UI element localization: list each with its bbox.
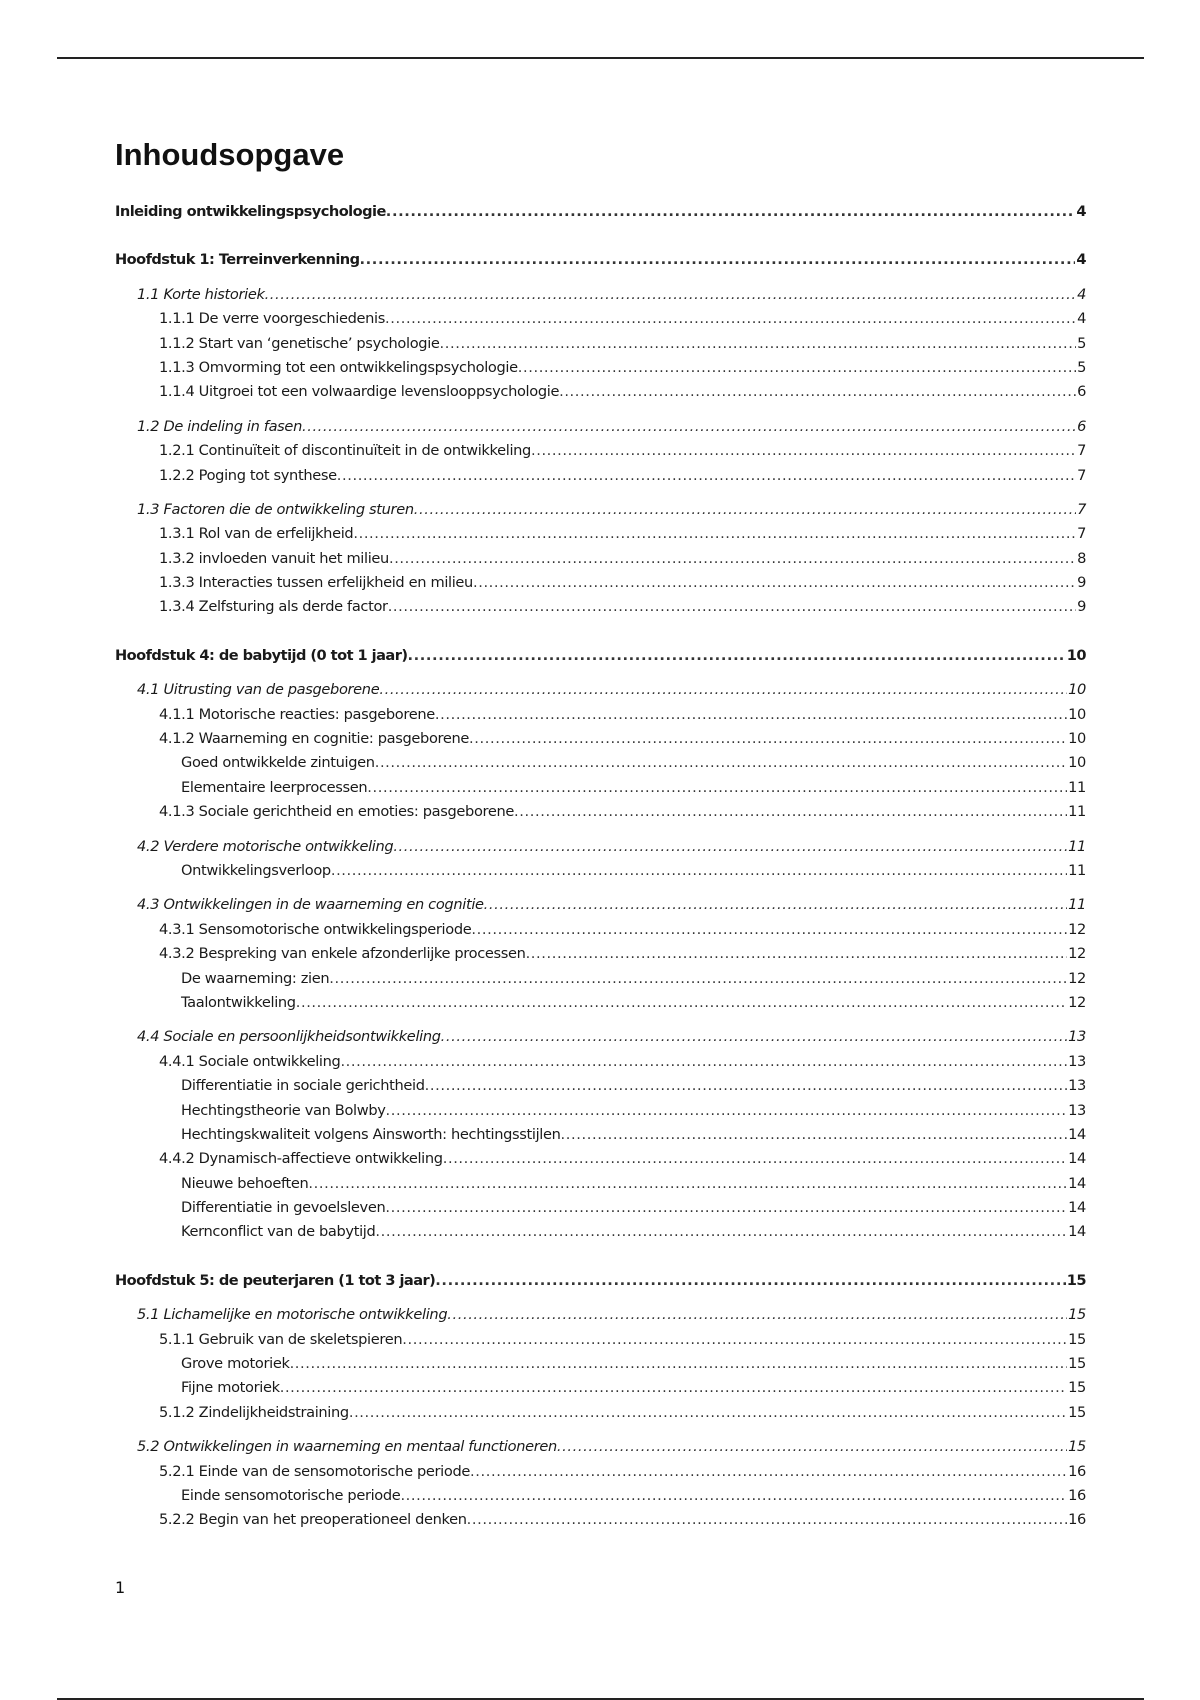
toc-entry-page: 4 <box>1077 310 1086 328</box>
toc-entry-page: 4 <box>1076 251 1086 269</box>
toc-entry[interactable] <box>115 1099 1086 1123</box>
table-of-contents <box>115 200 1086 1533</box>
toc-entry-page: 4 <box>1077 285 1086 303</box>
toc-entry[interactable] <box>115 1196 1086 1220</box>
toc-entry[interactable] <box>115 307 1086 331</box>
toc-entry-page: 15 <box>1068 1379 1086 1397</box>
toc-entry-page: 11 <box>1068 803 1086 821</box>
toc-entry-label: Einde sensomotorische periode <box>181 1486 401 1504</box>
dot-leader <box>353 522 1076 546</box>
toc-entry[interactable] <box>115 678 1086 702</box>
toc-entry-label: 4.4.1 Sociale ontwikkeling <box>159 1052 341 1070</box>
toc-entry[interactable] <box>115 1435 1086 1459</box>
toc-entry[interactable] <box>115 644 1086 668</box>
toc-entry-page: 12 <box>1068 993 1086 1011</box>
dot-leader <box>367 776 1067 800</box>
toc-entry[interactable] <box>115 859 1086 883</box>
toc-entry-label: Hoofdstuk 4: de babytijd (0 tot 1 jaar) <box>115 646 408 664</box>
toc-entry[interactable] <box>115 703 1086 727</box>
dot-leader <box>296 991 1067 1015</box>
toc-entry-label: 5.2 Ontwikkelingen in waarneming en mentaal functioneren <box>137 1438 557 1456</box>
toc-entry[interactable] <box>115 727 1086 751</box>
toc-entry-page: 12 <box>1068 920 1086 938</box>
toc-entry-page: 15 <box>1066 1271 1086 1289</box>
toc-entry-label: 1.2.2 Poging tot synthese <box>159 466 337 484</box>
toc-entry[interactable] <box>115 498 1086 522</box>
toc-entry[interactable] <box>115 439 1086 463</box>
toc-entry-label: 1.3.3 Interacties tussen erfelijkheid en milieu <box>159 574 473 592</box>
toc-entry-page: 8 <box>1077 549 1086 567</box>
toc-entry[interactable] <box>115 1508 1086 1532</box>
toc-entry[interactable] <box>115 776 1086 800</box>
dot-leader <box>407 644 1065 668</box>
dot-leader <box>389 547 1076 571</box>
dot-leader <box>425 1074 1068 1098</box>
toc-entry[interactable] <box>115 991 1086 1015</box>
toc-entry[interactable] <box>115 547 1086 571</box>
toc-entry-label: 1.2 De indeling in fasen <box>137 417 302 435</box>
toc-entry[interactable] <box>115 380 1086 404</box>
toc-entry-page: 11 <box>1068 896 1086 914</box>
toc-entry-page: 11 <box>1068 778 1086 796</box>
toc-entry-page: 10 <box>1068 681 1086 699</box>
dot-leader <box>329 967 1067 991</box>
toc-entry-label: Elementaire leerprocessen <box>181 778 368 796</box>
toc-entry-page: 5 <box>1077 334 1086 352</box>
toc-entry[interactable] <box>115 1025 1086 1049</box>
toc-entry[interactable] <box>115 1050 1086 1074</box>
dot-leader <box>514 800 1067 824</box>
toc-entry-page: 7 <box>1077 466 1086 484</box>
toc-entry-label: Differentiatie in sociale gerichtheid <box>181 1077 425 1095</box>
toc-entry-page: 15 <box>1068 1306 1086 1324</box>
toc-entry[interactable] <box>115 332 1086 356</box>
toc-entry-label: Grove motoriek <box>181 1355 290 1373</box>
toc-entry-label: 1.1.2 Start van ‘genetische’ psychologie <box>159 334 440 352</box>
toc-entry-label: 4.3 Ontwikkelingen in de waarneming en cognitie <box>137 896 484 914</box>
dot-leader <box>385 307 1076 331</box>
dot-leader <box>435 703 1067 727</box>
toc-entry-page: 15 <box>1068 1403 1086 1421</box>
dot-leader <box>331 859 1067 883</box>
toc-entry-page: 6 <box>1077 417 1086 435</box>
dot-leader <box>280 1376 1067 1400</box>
toc-entry-page: 10 <box>1068 754 1086 772</box>
toc-entry-label: Fijne motoriek <box>181 1379 280 1397</box>
toc-entry[interactable] <box>115 595 1086 619</box>
dot-leader <box>375 751 1067 775</box>
toc-entry-page: 14 <box>1068 1125 1086 1143</box>
toc-entry[interactable] <box>115 248 1086 272</box>
toc-entry[interactable] <box>115 800 1086 824</box>
toc-entry[interactable] <box>115 283 1086 307</box>
toc-entry-label: 4.3.2 Bespreking van enkele afzonderlijke processen <box>159 945 526 963</box>
toc-entry-page: 14 <box>1068 1199 1086 1217</box>
dot-leader <box>435 1269 1066 1293</box>
toc-entry-label: 5.1.1 Gebruik van de skeletspieren <box>159 1330 403 1348</box>
toc-entry-page: 11 <box>1068 837 1086 855</box>
toc-entry-label: Hoofdstuk 1: Terreinverkenning <box>115 251 360 269</box>
dot-leader <box>561 1123 1068 1147</box>
toc-entry-page: 15 <box>1068 1438 1086 1456</box>
toc-entry-page: 7 <box>1077 525 1086 543</box>
toc-entry-label: 4.4.2 Dynamisch-affectieve ontwikkeling <box>159 1150 443 1168</box>
toc-entry-page: 6 <box>1077 383 1086 401</box>
toc-entry-page: 5 <box>1077 358 1086 376</box>
toc-entry-label: 1.1.3 Omvorming tot een ontwikkelingspsychologie <box>159 358 518 376</box>
toc-entry-label: 4.1.2 Waarneming en cognitie: pasgeborene <box>159 730 470 748</box>
toc-entry-page: 4 <box>1076 203 1086 220</box>
toc-entry-label: Taalontwikkeling <box>181 993 296 1011</box>
dot-leader <box>414 498 1076 522</box>
dot-leader <box>349 1401 1067 1425</box>
toc-entry-label: 1.1 Korte historiek <box>137 285 265 303</box>
toc-entry-label: 4.1 Uitrusting van de pasgeborene <box>137 681 380 699</box>
dot-leader <box>400 1484 1067 1508</box>
toc-entry-label: 4.2 Verdere motorische ontwikkeling <box>137 837 394 855</box>
toc-entry-label: 1.3.1 Rol van de erfelijkheid <box>159 525 354 543</box>
toc-entry-page: 12 <box>1068 945 1086 963</box>
toc-entry-label: 5.2.2 Begin van het preoperationeel denken <box>159 1511 467 1529</box>
toc-entry[interactable] <box>115 1220 1086 1244</box>
page-number: 1 <box>115 1578 126 1597</box>
dot-leader <box>526 942 1068 966</box>
toc-entry-label: Kernconflict van de babytijd <box>181 1223 376 1241</box>
toc-entry-label: Differentiatie in gevoelsleven <box>181 1199 386 1217</box>
toc-entry[interactable] <box>115 942 1086 966</box>
toc-entry-label: 1.3 Factoren die de ontwikkeling sturen <box>137 500 414 518</box>
toc-entry-page: 14 <box>1068 1150 1086 1168</box>
toc-entry[interactable] <box>115 1303 1086 1327</box>
dot-leader <box>447 1303 1067 1327</box>
toc-entry[interactable] <box>115 893 1086 917</box>
toc-entry[interactable] <box>115 1352 1086 1376</box>
toc-entry[interactable] <box>115 522 1086 546</box>
toc-entry-label: 1.2.1 Continuïteit of discontinuïteit in de ontwikkeling <box>159 442 531 460</box>
toc-entry-page: 13 <box>1068 1101 1086 1119</box>
dot-leader <box>402 1328 1067 1352</box>
toc-entry-page: 9 <box>1077 574 1086 592</box>
dot-leader <box>302 415 1076 439</box>
toc-entry-label: Hoofdstuk 5: de peuterjaren (1 tot 3 jaar) <box>115 1271 436 1289</box>
dot-leader <box>379 678 1067 702</box>
dot-leader <box>393 835 1067 859</box>
toc-entry-label: 4.1.1 Motorische reacties: pasgeborene <box>159 705 435 723</box>
toc-entry[interactable] <box>115 1123 1086 1147</box>
toc-entry-page: 13 <box>1068 1028 1086 1046</box>
toc-entry[interactable] <box>115 835 1086 859</box>
toc-entry-page: 9 <box>1077 598 1086 616</box>
toc-entry-page: 10 <box>1068 705 1086 723</box>
dot-leader <box>518 356 1076 380</box>
toc-entry-label: Inleiding ontwikkelingspsychologie <box>115 203 386 220</box>
toc-entry-label: 1.3.2 invloeden vanuit het milieu <box>159 549 389 567</box>
toc-entry-page: 16 <box>1068 1462 1086 1480</box>
toc-entry-label: Hechtingstheorie van Bolwby <box>181 1101 386 1119</box>
toc-entry-label: 1.1.1 De verre voorgeschiedenis <box>159 310 385 328</box>
toc-entry-page: 13 <box>1068 1077 1086 1095</box>
toc-entry-page: 7 <box>1077 442 1086 460</box>
toc-entry-label: Goed ontwikkelde zintuigen <box>181 754 375 772</box>
toc-entry-page: 15 <box>1068 1355 1086 1373</box>
toc-entry-page: 16 <box>1068 1511 1086 1529</box>
toc-entry-label: Nieuwe behoeften <box>181 1174 309 1192</box>
toc-entry-page: 14 <box>1068 1223 1086 1241</box>
dot-leader <box>557 1435 1067 1459</box>
dot-leader <box>440 332 1077 356</box>
toc-entry[interactable] <box>115 1328 1086 1352</box>
toc-entry-label: 4.4 Sociale en persoonlijkheidsontwikkeling <box>137 1028 441 1046</box>
dot-leader <box>470 1460 1067 1484</box>
dot-leader <box>471 918 1067 942</box>
toc-entry-page: 10 <box>1068 730 1086 748</box>
dot-leader <box>388 595 1076 619</box>
dot-leader <box>375 1220 1067 1244</box>
toc-entry-label: De waarneming: zien <box>181 969 330 987</box>
dot-leader <box>290 1352 1068 1376</box>
toc-entry[interactable] <box>115 751 1086 775</box>
toc-entry[interactable] <box>115 1074 1086 1098</box>
dot-leader <box>473 571 1076 595</box>
dot-leader <box>469 727 1067 751</box>
dot-leader <box>531 439 1076 463</box>
toc-entry[interactable] <box>115 200 1086 224</box>
dot-leader <box>360 248 1076 272</box>
toc-entry-label: 4.1.3 Sociale gerichtheid en emoties: pasgeborene <box>159 803 515 821</box>
dot-leader <box>385 1196 1067 1220</box>
toc-entry-page: 16 <box>1068 1486 1086 1504</box>
dot-leader <box>340 1050 1067 1074</box>
toc-entry-label: Hechtingskwaliteit volgens Ainsworth: hechtingsstijlen <box>181 1125 561 1143</box>
toc-entry-page: 15 <box>1068 1330 1086 1348</box>
toc-entry-page: 14 <box>1068 1174 1086 1192</box>
dot-leader <box>308 1172 1067 1196</box>
toc-entry-label: 5.1 Lichamelijke en motorische ontwikkeling <box>137 1306 448 1324</box>
dot-leader <box>386 200 1076 224</box>
toc-entry-label: 5.2.1 Einde van de sensomotorische periode <box>159 1462 471 1480</box>
dot-leader <box>467 1508 1068 1532</box>
toc-entry[interactable] <box>115 464 1086 488</box>
toc-entry[interactable] <box>115 415 1086 439</box>
toc-entry[interactable] <box>115 356 1086 380</box>
toc-entry-page: 10 <box>1066 646 1086 664</box>
dot-leader <box>265 283 1077 307</box>
toc-entry-label: 4.3.1 Sensomotorische ontwikkelingsperiode <box>159 920 472 938</box>
toc-entry[interactable] <box>115 1401 1086 1425</box>
dot-leader <box>441 1025 1067 1049</box>
dot-leader <box>337 464 1076 488</box>
toc-entry[interactable] <box>115 1376 1086 1400</box>
dot-leader <box>443 1147 1067 1171</box>
top-border-line <box>57 57 1144 59</box>
toc-entry-page: 12 <box>1068 969 1086 987</box>
toc-entry-label: 5.1.2 Zindelijkheidstraining <box>159 1403 349 1421</box>
dot-leader <box>386 1099 1068 1123</box>
dot-leader <box>559 380 1076 404</box>
toc-entry[interactable] <box>115 1147 1086 1171</box>
toc-entry-page: 13 <box>1068 1052 1086 1070</box>
toc-entry-label: 1.1.4 Uitgroei tot een volwaardige levenslooppsychologie <box>159 383 560 401</box>
toc-entry-page: 11 <box>1068 861 1086 879</box>
toc-title: Inhoudsopgave <box>115 137 345 172</box>
toc-entry[interactable] <box>115 967 1086 991</box>
toc-entry-label: Ontwikkelingsverloop <box>181 861 331 879</box>
toc-entry[interactable] <box>115 918 1086 942</box>
toc-entry[interactable] <box>115 571 1086 595</box>
toc-entry-label: 1.3.4 Zelfsturing als derde factor <box>159 598 388 616</box>
toc-entry[interactable] <box>115 1484 1086 1508</box>
toc-entry[interactable] <box>115 1269 1086 1293</box>
toc-entry[interactable] <box>115 1172 1086 1196</box>
dot-leader <box>484 893 1067 917</box>
toc-entry-page: 7 <box>1077 500 1086 518</box>
toc-entry[interactable] <box>115 1460 1086 1484</box>
